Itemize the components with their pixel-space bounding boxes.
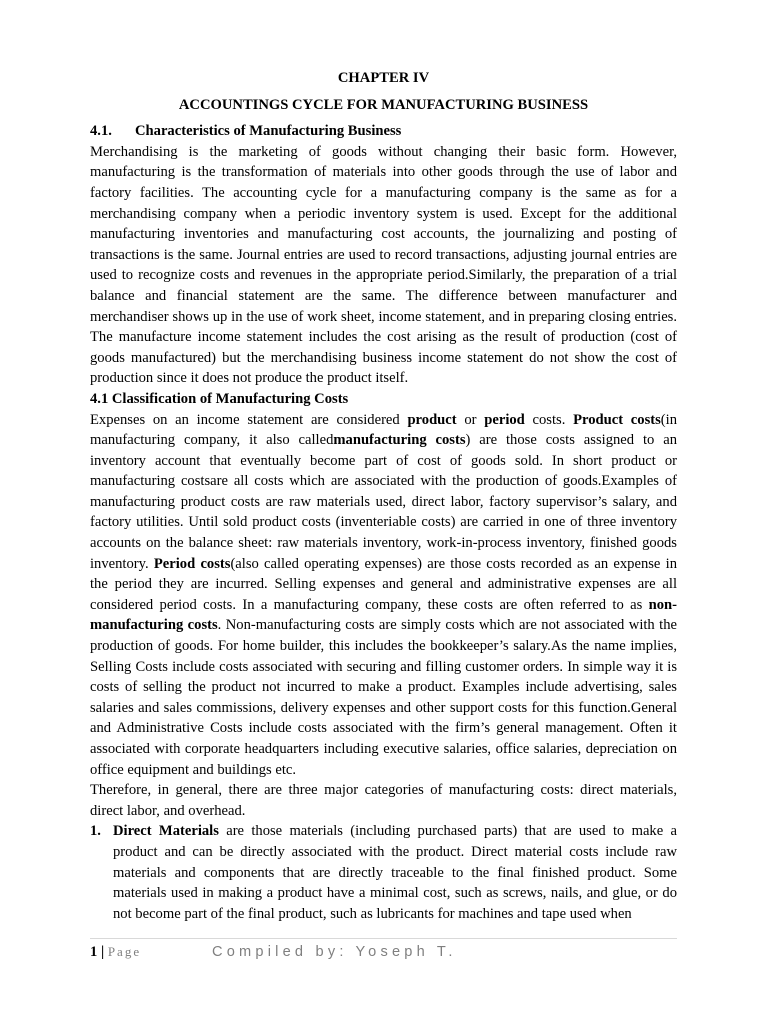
footer-divider — [90, 938, 677, 939]
bold-term-period: period — [484, 411, 525, 428]
section-paragraph: Merchandising is the marketing of goods without changing their basic form. However, manufacturing is the transformation of materials into other goods through the use of labor and factory facilities. The accounting cycle for a manufacturing company is the same as for a merchandising company when a periodic inventory system is used. Except for the additional manufacturing inventories and manufacturing cost accounts, the journalizing and posting of transactions is the same. Journal entries are used to record transactions, adjusting journal entries are used to recognize costs and revenues in the appropriate period.Similarly, the preparation of a trial balance and financial statement are the same. The difference between manufacturer and merchandiser shows up in the use of work sheet, income statement, and in preparing closing entries. The manufacture income statement includes the cost arising as the result of production (cost of goods manufactured) but the merchandising business income statement do not show the cost of production since it does not produce the product itself. — [90, 143, 677, 387]
page-number: 1 — [90, 944, 98, 960]
classification-paragraph — [90, 410, 677, 781]
bold-term-manufacturing-costs: manufacturing costs — [333, 432, 466, 449]
list-term: Direct Materials — [113, 823, 219, 840]
section-title: Characteristics of Manufacturing Business — [135, 123, 402, 140]
text-run: (in manufacturing company, it also called — [90, 411, 678, 449]
categories-paragraph: Therefore, in general, there are three major categories of manufacturing costs: direct materials, direct labor, and overhead. — [90, 782, 677, 819]
text-run: (also called operating expenses) are those costs recorded as an expense in the period they are incurred. Selling expenses and general and administrative expenses are all considered period costs. In a manufacturing company, these costs are often referred to as — [90, 555, 677, 613]
text-run: . Non-manufacturing costs are simply costs which are not associated with the production of goods. For home builder, this includes the bookkeeper’s salary.As the name implies, Selling Costs include costs associated with securing and filling customer orders. In simple way it is costs of selling the product not incurred to make a product. Examples include advertising, sales salaries and sales commissions, delivery expenses and other support costs for this function.General and Administrative Costs include costs associated with the firm’s general management. Often it associated with corporate headquarters including executive salaries, office salaries, depreciation on office equipment and buildings etc. — [90, 617, 677, 778]
text-run: costs. — [524, 411, 574, 428]
section-number: 4.1. — [90, 123, 112, 140]
bold-term-product: product — [407, 411, 457, 428]
list-item — [90, 821, 677, 924]
page-footer — [90, 942, 677, 962]
bold-term-non-manufacturing-costs: non-manufacturing costs — [90, 596, 677, 634]
text-run: Expenses on an income statement are considered — [90, 411, 408, 428]
list-text: are those materials (including purchased parts) that are used to make a product and can be directly associated with the product. Direct material costs include raw materials and components that are directly traceable to the final finished product. Some materials used in making a product have a minimal cost, such as screws, nails, and glue, or do not become part of the final product, such as lubricants for machines and tape used when — [113, 823, 677, 922]
section-heading-4-1 — [90, 121, 677, 142]
chapter-subtitle: ACCOUNTINGS CYCLE FOR MANUFACTURING BUSINESS — [178, 96, 589, 113]
text-run: or — [456, 411, 485, 428]
section-heading-classification: 4.1 Classification of Manufacturing Costs — [90, 390, 349, 407]
compiled-by: Compiled by: Yoseph T. — [212, 944, 457, 960]
page-content — [90, 68, 677, 924]
page-label: Page — [107, 944, 142, 959]
bold-term-period-costs: Period costs — [153, 555, 231, 572]
text-run: ) are those costs assigned to an inventory account that eventually become part of cost of goods sold. In short product or manufacturing costsare all costs which are associated with the production of goods.Examples of manufacturing product costs are raw materials used, direct labor, factory supervisor’s salary, and factory utilities. Until sold product costs (inventeriable costs) are carried in one of three inventory accounts on the balance sheet: raw materials inventory, work-in-process inventory, finished goods inventory. — [90, 432, 677, 572]
chapter-title: CHAPTER IV — [337, 70, 430, 86]
list-marker: 1. — [90, 823, 101, 840]
bold-term-product-costs: Product costs — [573, 411, 661, 428]
cost-categories-list — [90, 821, 677, 924]
footer-separator: | — [97, 944, 108, 960]
